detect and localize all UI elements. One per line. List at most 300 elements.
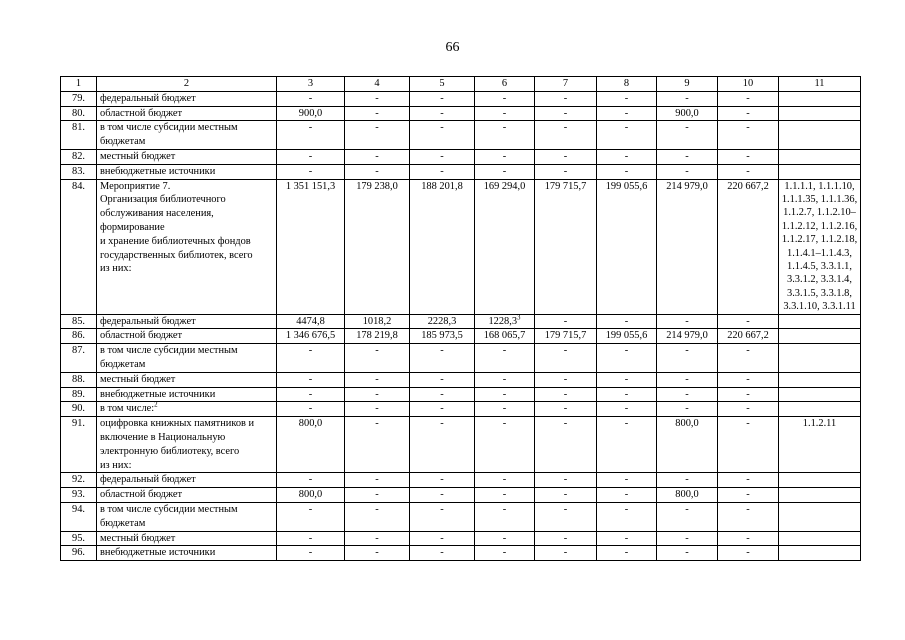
value-text: 1018,2 bbox=[362, 315, 392, 327]
page-number: 66 bbox=[445, 40, 460, 55]
value-text: - bbox=[502, 547, 507, 559]
value-text: - bbox=[563, 532, 568, 544]
value-text: - bbox=[563, 315, 568, 327]
value-cell bbox=[410, 546, 475, 561]
value-text: - bbox=[685, 547, 689, 559]
item-name bbox=[97, 314, 277, 329]
table-row bbox=[61, 372, 861, 387]
value-text: - bbox=[308, 403, 313, 415]
table-row bbox=[61, 179, 861, 314]
value-cell bbox=[345, 314, 410, 329]
value-text: - bbox=[375, 345, 379, 357]
value-cell bbox=[597, 503, 657, 532]
item-name bbox=[97, 531, 277, 546]
value-text: - bbox=[502, 388, 507, 400]
value-text: - bbox=[563, 92, 568, 104]
value-text: - bbox=[375, 150, 379, 162]
value-text: 179 715,7 bbox=[544, 180, 587, 192]
header-cell: 5 bbox=[410, 77, 475, 92]
value-text: - bbox=[440, 373, 444, 385]
reference-cell bbox=[779, 91, 861, 106]
value-text: - bbox=[746, 489, 750, 501]
value-text: - bbox=[624, 504, 629, 515]
value-cell bbox=[535, 344, 597, 373]
value-cell bbox=[410, 531, 475, 546]
value-text: - bbox=[624, 92, 629, 104]
item-name-text: в том числе субсидии местным бюджетам bbox=[100, 122, 238, 148]
header-cell: 10 bbox=[718, 77, 779, 92]
value-text: - bbox=[440, 107, 444, 119]
footnote-mark: 3 bbox=[517, 314, 521, 322]
reference-cell bbox=[779, 546, 861, 561]
value-text: - bbox=[624, 403, 629, 415]
value-text: - bbox=[440, 547, 444, 559]
value-cell bbox=[475, 329, 535, 344]
value-text: - bbox=[375, 474, 379, 486]
row-number: 80. bbox=[61, 106, 97, 121]
value-text: - bbox=[502, 403, 507, 415]
value-text: - bbox=[375, 122, 379, 134]
table-row bbox=[61, 473, 861, 488]
item-name bbox=[97, 402, 277, 417]
table-row bbox=[61, 121, 861, 150]
value-text: - bbox=[440, 418, 444, 430]
value-cell bbox=[277, 314, 345, 329]
table-row bbox=[61, 387, 861, 402]
value-cell bbox=[657, 417, 718, 473]
header-cell: 11 bbox=[779, 77, 861, 92]
value-text: - bbox=[308, 388, 313, 400]
value-text: - bbox=[563, 547, 568, 559]
row-number: 92. bbox=[61, 473, 97, 488]
row-number: 82. bbox=[61, 149, 97, 164]
value-text: - bbox=[440, 345, 444, 357]
value-text: - bbox=[502, 418, 507, 430]
value-text: - bbox=[563, 504, 568, 515]
value-cell bbox=[410, 344, 475, 373]
value-text: - bbox=[563, 150, 568, 162]
value-cell bbox=[597, 417, 657, 473]
item-name-text: местный бюджет bbox=[100, 532, 176, 544]
value-cell bbox=[657, 387, 718, 402]
value-cell bbox=[535, 329, 597, 344]
value-cell bbox=[345, 179, 410, 314]
value-cell bbox=[475, 164, 535, 179]
value-cell bbox=[597, 387, 657, 402]
value-cell bbox=[718, 402, 779, 417]
value-cell bbox=[597, 314, 657, 329]
value-text: - bbox=[308, 345, 313, 357]
row-number: 84. bbox=[61, 179, 97, 314]
value-text: 1228,3 bbox=[488, 315, 518, 327]
value-cell bbox=[718, 329, 779, 344]
value-text: 800,0 bbox=[675, 418, 699, 430]
value-text: 188 201,8 bbox=[421, 180, 463, 192]
value-text: - bbox=[624, 150, 629, 162]
value-cell bbox=[718, 372, 779, 387]
value-text: - bbox=[563, 345, 568, 357]
item-name-text: внебюджетные источники bbox=[100, 547, 216, 559]
value-text: - bbox=[746, 373, 750, 385]
reference-cell: 1.1.1.1, 1.1.1.10, 1.1.1.35, 1.1.1.36, 1.1.2.7, 1.1.2.10–1.1.2.12, 1.1.2.16, 1.1.2.17, 1.1.2.18, 1.1.4.1–1.1.4.3, 1.1.4.5, 3.3.1.1, 3.3.1.2, 3.3.1.4, 3.3.1.5, 3.3.1.8, 3.3.1.10, 3.3.1.11 bbox=[779, 179, 861, 314]
value-text: - bbox=[563, 388, 568, 400]
value-cell bbox=[597, 372, 657, 387]
item-name-text: федеральный бюджет bbox=[100, 474, 196, 486]
row-number: 79. bbox=[61, 91, 97, 106]
item-name-text: внебюджетные источники bbox=[100, 165, 216, 177]
value-cell bbox=[410, 329, 475, 344]
reference-cell: 1.1.2.11 bbox=[779, 417, 861, 473]
value-cell bbox=[597, 164, 657, 179]
value-text: 199 055,6 bbox=[605, 180, 648, 192]
value-text: - bbox=[624, 107, 629, 119]
value-cell bbox=[657, 179, 718, 314]
value-cell bbox=[535, 387, 597, 402]
value-text: - bbox=[685, 388, 689, 400]
value-cell bbox=[657, 488, 718, 503]
value-text: 1 351 151,3 bbox=[285, 180, 336, 192]
table-row bbox=[61, 314, 861, 329]
value-cell bbox=[475, 417, 535, 473]
item-name-text: местный бюджет bbox=[100, 373, 176, 385]
value-cell bbox=[345, 372, 410, 387]
item-name bbox=[97, 91, 277, 106]
value-cell bbox=[718, 314, 779, 329]
item-name bbox=[97, 179, 277, 314]
value-text: - bbox=[746, 107, 750, 119]
value-cell bbox=[277, 106, 345, 121]
header-cell: 7 bbox=[535, 77, 597, 92]
value-cell bbox=[410, 106, 475, 121]
value-text: - bbox=[563, 122, 568, 134]
value-cell bbox=[535, 121, 597, 150]
value-text: 214 979,0 bbox=[666, 180, 708, 192]
value-cell bbox=[535, 106, 597, 121]
item-name bbox=[97, 387, 277, 402]
value-text: - bbox=[502, 150, 507, 162]
value-cell bbox=[475, 402, 535, 417]
value-cell bbox=[475, 531, 535, 546]
item-name-text: в том числе субсидии местным бюджетам bbox=[100, 504, 238, 529]
value-text: - bbox=[440, 403, 444, 415]
value-text: - bbox=[685, 373, 689, 385]
value-text: - bbox=[440, 92, 444, 104]
value-cell bbox=[410, 372, 475, 387]
value-cell bbox=[657, 503, 718, 532]
item-name-text: федеральный бюджет bbox=[100, 92, 196, 104]
table-body bbox=[61, 91, 861, 560]
value-text: - bbox=[308, 504, 313, 515]
row-number: 91. bbox=[61, 417, 97, 473]
value-cell bbox=[657, 91, 718, 106]
header-cell: 3 bbox=[277, 77, 345, 92]
value-text: - bbox=[746, 122, 750, 134]
value-cell bbox=[718, 164, 779, 179]
value-text: - bbox=[746, 165, 750, 177]
row-number: 87. bbox=[61, 344, 97, 373]
value-text: - bbox=[624, 165, 629, 177]
value-text: - bbox=[746, 504, 750, 515]
value-cell bbox=[277, 387, 345, 402]
value-cell bbox=[475, 488, 535, 503]
item-name bbox=[97, 417, 277, 473]
value-cell bbox=[345, 488, 410, 503]
value-cell bbox=[475, 121, 535, 150]
value-text: 800,0 bbox=[298, 489, 323, 501]
value-text: 220 667,2 bbox=[727, 180, 769, 192]
value-text: - bbox=[440, 388, 444, 400]
item-name bbox=[97, 488, 277, 503]
value-text: 169 294,0 bbox=[483, 180, 526, 192]
value-text: - bbox=[502, 92, 507, 104]
value-text: - bbox=[375, 388, 379, 400]
value-text: - bbox=[685, 504, 689, 515]
item-name bbox=[97, 372, 277, 387]
value-text: 2228,3 bbox=[427, 315, 457, 327]
value-cell bbox=[410, 387, 475, 402]
value-text: - bbox=[375, 547, 379, 559]
value-cell bbox=[597, 91, 657, 106]
value-text: - bbox=[746, 92, 750, 104]
value-cell bbox=[718, 121, 779, 150]
table-row bbox=[61, 344, 861, 373]
row-number: 93. bbox=[61, 488, 97, 503]
reference-cell bbox=[779, 473, 861, 488]
value-text: - bbox=[308, 150, 313, 162]
reference-cell bbox=[779, 503, 861, 532]
reference-cell bbox=[779, 344, 861, 373]
row-number: 81. bbox=[61, 121, 97, 150]
value-text: - bbox=[746, 388, 750, 400]
value-text: - bbox=[624, 489, 629, 501]
value-cell bbox=[345, 503, 410, 532]
value-cell bbox=[535, 164, 597, 179]
reference-cell bbox=[779, 164, 861, 179]
item-name bbox=[97, 164, 277, 179]
value-cell bbox=[535, 179, 597, 314]
value-text: - bbox=[685, 92, 689, 104]
value-text: - bbox=[440, 504, 444, 515]
value-cell bbox=[345, 91, 410, 106]
value-cell bbox=[535, 149, 597, 164]
value-text: - bbox=[563, 107, 568, 119]
value-text: - bbox=[624, 345, 629, 357]
value-text: - bbox=[563, 373, 568, 385]
value-cell bbox=[535, 314, 597, 329]
value-cell bbox=[277, 91, 345, 106]
value-text: - bbox=[502, 122, 507, 134]
value-cell bbox=[277, 164, 345, 179]
value-cell bbox=[535, 503, 597, 532]
value-cell bbox=[475, 106, 535, 121]
value-cell bbox=[718, 344, 779, 373]
value-text: - bbox=[502, 474, 507, 486]
value-cell bbox=[277, 149, 345, 164]
item-name-text: оцифровка книжных памятников и включение в Национальную электронную библиотеку, всего из них: bbox=[100, 418, 255, 471]
value-cell bbox=[345, 149, 410, 164]
value-text: - bbox=[624, 315, 629, 327]
value-text: - bbox=[440, 150, 444, 162]
value-cell bbox=[277, 531, 345, 546]
value-cell bbox=[345, 164, 410, 179]
item-name-text: федеральный бюджет bbox=[100, 315, 196, 327]
value-text: - bbox=[502, 373, 507, 385]
value-text: 220 667,2 bbox=[727, 330, 769, 342]
reference-cell bbox=[779, 121, 861, 150]
value-text: - bbox=[746, 315, 750, 327]
value-text: - bbox=[375, 489, 379, 501]
header-cell: 8 bbox=[597, 77, 657, 92]
value-text: 179 238,0 bbox=[356, 180, 398, 192]
value-cell bbox=[345, 546, 410, 561]
value-text: - bbox=[624, 474, 629, 486]
value-text: - bbox=[308, 92, 313, 104]
value-cell bbox=[345, 106, 410, 121]
row-number: 89. bbox=[61, 387, 97, 402]
value-cell bbox=[475, 546, 535, 561]
reference-cell bbox=[779, 488, 861, 503]
table-row bbox=[61, 402, 861, 417]
value-cell bbox=[718, 417, 779, 473]
value-cell bbox=[597, 149, 657, 164]
value-text: 800,0 bbox=[675, 489, 699, 501]
value-cell bbox=[718, 179, 779, 314]
value-cell bbox=[277, 344, 345, 373]
value-text: - bbox=[308, 532, 313, 544]
item-name bbox=[97, 149, 277, 164]
value-cell bbox=[657, 149, 718, 164]
value-cell bbox=[277, 488, 345, 503]
value-cell bbox=[475, 91, 535, 106]
value-text: - bbox=[308, 373, 313, 385]
value-cell bbox=[718, 387, 779, 402]
item-name bbox=[97, 329, 277, 344]
item-name bbox=[97, 344, 277, 373]
value-cell bbox=[535, 91, 597, 106]
value-cell bbox=[475, 503, 535, 532]
value-text: - bbox=[746, 532, 750, 544]
value-cell bbox=[597, 546, 657, 561]
header-cell: 1 bbox=[61, 77, 97, 92]
value-text: - bbox=[563, 403, 568, 415]
value-text: - bbox=[308, 474, 313, 486]
row-number: 83. bbox=[61, 164, 97, 179]
value-cell bbox=[277, 473, 345, 488]
value-cell bbox=[345, 329, 410, 344]
value-text: - bbox=[502, 165, 507, 177]
value-cell bbox=[657, 546, 718, 561]
item-name bbox=[97, 121, 277, 150]
value-text: - bbox=[440, 165, 444, 177]
value-cell bbox=[345, 473, 410, 488]
value-cell bbox=[657, 402, 718, 417]
reference-cell bbox=[779, 402, 861, 417]
item-name bbox=[97, 503, 277, 532]
value-text: - bbox=[746, 403, 750, 415]
value-cell bbox=[535, 402, 597, 417]
table-row bbox=[61, 149, 861, 164]
value-text: - bbox=[502, 345, 507, 357]
value-cell bbox=[345, 402, 410, 417]
header-cell: 2 bbox=[97, 77, 277, 92]
value-cell bbox=[535, 473, 597, 488]
value-text: - bbox=[440, 532, 444, 544]
table-row bbox=[61, 91, 861, 106]
value-text: - bbox=[685, 165, 689, 177]
value-text: 214 979,0 bbox=[666, 330, 708, 342]
value-cell bbox=[345, 387, 410, 402]
value-text: - bbox=[624, 388, 629, 400]
row-number: 86. bbox=[61, 329, 97, 344]
row-number: 88. bbox=[61, 372, 97, 387]
value-text: 900,0 bbox=[675, 107, 699, 119]
value-text: - bbox=[440, 474, 444, 486]
value-cell bbox=[718, 91, 779, 106]
value-text: - bbox=[502, 532, 507, 544]
value-cell bbox=[410, 179, 475, 314]
table-row bbox=[61, 106, 861, 121]
value-text: - bbox=[375, 373, 379, 385]
value-cell bbox=[657, 314, 718, 329]
value-cell bbox=[718, 488, 779, 503]
row-number: 96. bbox=[61, 546, 97, 561]
item-name bbox=[97, 473, 277, 488]
header-cell: 4 bbox=[345, 77, 410, 92]
row-number: 94. bbox=[61, 503, 97, 532]
value-cell bbox=[718, 546, 779, 561]
value-cell bbox=[277, 121, 345, 150]
value-text: - bbox=[563, 418, 568, 430]
value-text: - bbox=[746, 547, 750, 559]
value-cell bbox=[597, 531, 657, 546]
value-text: 185 973,5 bbox=[421, 330, 463, 342]
value-cell bbox=[475, 179, 535, 314]
value-cell bbox=[345, 531, 410, 546]
table-row bbox=[61, 546, 861, 561]
item-name bbox=[97, 546, 277, 561]
table-row bbox=[61, 503, 861, 532]
value-text: - bbox=[502, 504, 507, 515]
table-row bbox=[61, 164, 861, 179]
value-text: - bbox=[308, 547, 313, 559]
reference-cell bbox=[779, 387, 861, 402]
value-cell bbox=[475, 149, 535, 164]
value-text: 168 065,7 bbox=[483, 330, 526, 342]
header-cell: 9 bbox=[657, 77, 718, 92]
value-cell bbox=[410, 473, 475, 488]
value-cell bbox=[277, 402, 345, 417]
value-text: - bbox=[624, 373, 629, 385]
value-cell bbox=[475, 344, 535, 373]
value-cell bbox=[410, 503, 475, 532]
value-text: - bbox=[624, 418, 629, 430]
value-cell bbox=[657, 344, 718, 373]
value-text: 179 715,7 bbox=[544, 330, 587, 342]
value-cell bbox=[597, 473, 657, 488]
value-cell bbox=[410, 314, 475, 329]
value-cell bbox=[597, 121, 657, 150]
value-cell bbox=[718, 531, 779, 546]
value-cell bbox=[277, 417, 345, 473]
value-text: - bbox=[624, 122, 629, 134]
value-cell bbox=[475, 473, 535, 488]
item-name-text: в том числе субсидии местным бюджетам bbox=[100, 345, 238, 371]
value-cell bbox=[657, 121, 718, 150]
value-text: - bbox=[746, 150, 750, 162]
value-text: - bbox=[563, 489, 568, 501]
value-cell bbox=[535, 372, 597, 387]
value-text: - bbox=[746, 345, 750, 357]
